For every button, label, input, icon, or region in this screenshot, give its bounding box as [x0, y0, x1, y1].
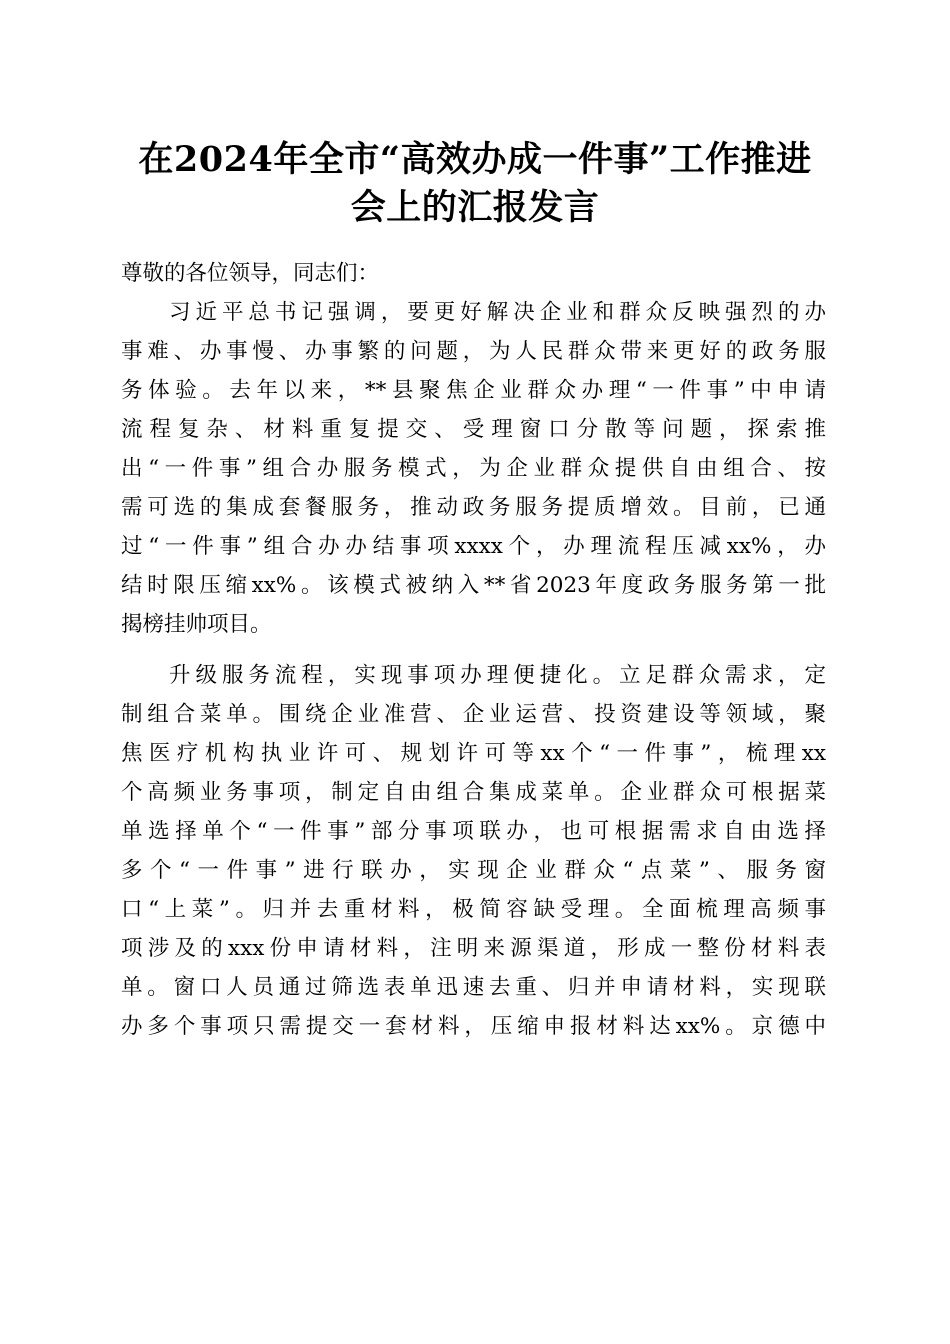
- title-line-2: 会上的汇报发言: [350, 187, 600, 228]
- paragraph-line: 焦医疗机构执业许可、规划许可等xx个“一件事”，梳理xx: [121, 741, 826, 766]
- paragraph-line: 升级服务流程，实现事项办理便捷化。立足群众需求，定: [169, 663, 826, 688]
- paragraph-line: 项涉及的xxx份申请材料，注明来源渠道，形成一整份材料表: [121, 936, 826, 961]
- paragraph-2: [121, 656, 826, 1046]
- document-title: [100, 136, 850, 232]
- title-line-1: 在2024年全市“高效办成一件事”工作推进: [138, 139, 812, 180]
- paragraph-1: [121, 293, 826, 644]
- paragraph-line: 务体验。去年以来，**县聚焦企业群众办理“一件事”中申请: [121, 378, 826, 403]
- paragraph-line: 口“上菜”。归并去重材料，极简容缺受理。全面梳理高频事: [121, 897, 826, 922]
- paragraph-line: 习近平总书记强调，要更好解决企业和群众反映强烈的办: [169, 300, 826, 325]
- paragraph-line: 事难、办事慢、办事繁的问题，为人民群众带来更好的政务服: [121, 339, 826, 364]
- paragraph-line: 出“一件事”组合办服务模式，为企业群众提供自由组合、按: [121, 456, 826, 481]
- paragraph-gap: [121, 644, 826, 656]
- paragraph-line: 过“一件事”组合办办结事项xxxx个，办理流程压减xx%，办: [121, 534, 826, 559]
- document-body: [121, 254, 826, 1046]
- paragraph-line: 单。窗口人员通过筛选表单迅速去重、归并申请材料，实现联: [121, 975, 826, 1000]
- paragraph-line: 个高频业务事项，制定自由组合集成菜单。企业群众可根据菜: [121, 780, 826, 805]
- salutation: 尊敬的各位领导，同志们：: [121, 261, 380, 286]
- paragraph-line: 多个“一件事”进行联办，实现企业群众“点菜”、服务窗: [121, 858, 826, 883]
- paragraph-line: 制组合菜单。围绕企业准营、企业运营、投资建设等领域，聚: [121, 702, 826, 727]
- paragraph-line: 结时限压缩xx%。该模式被纳入**省2023年度政务服务第一批: [121, 573, 826, 598]
- paragraph-line: 流程复杂、材料重复提交、受理窗口分散等问题，探索推: [121, 417, 826, 442]
- paragraph-line: 单选择单个“一件事”部分事项联办，也可根据需求自由选择: [121, 819, 826, 844]
- paragraph-line: 揭榜挂帅项目。: [121, 612, 272, 637]
- paragraph-line: 办多个事项只需提交一套材料，压缩申报材料达xx%。京德中: [121, 1014, 826, 1039]
- paragraph-line: 需可选的集成套餐服务，推动政务服务提质增效。目前，已通: [121, 495, 826, 520]
